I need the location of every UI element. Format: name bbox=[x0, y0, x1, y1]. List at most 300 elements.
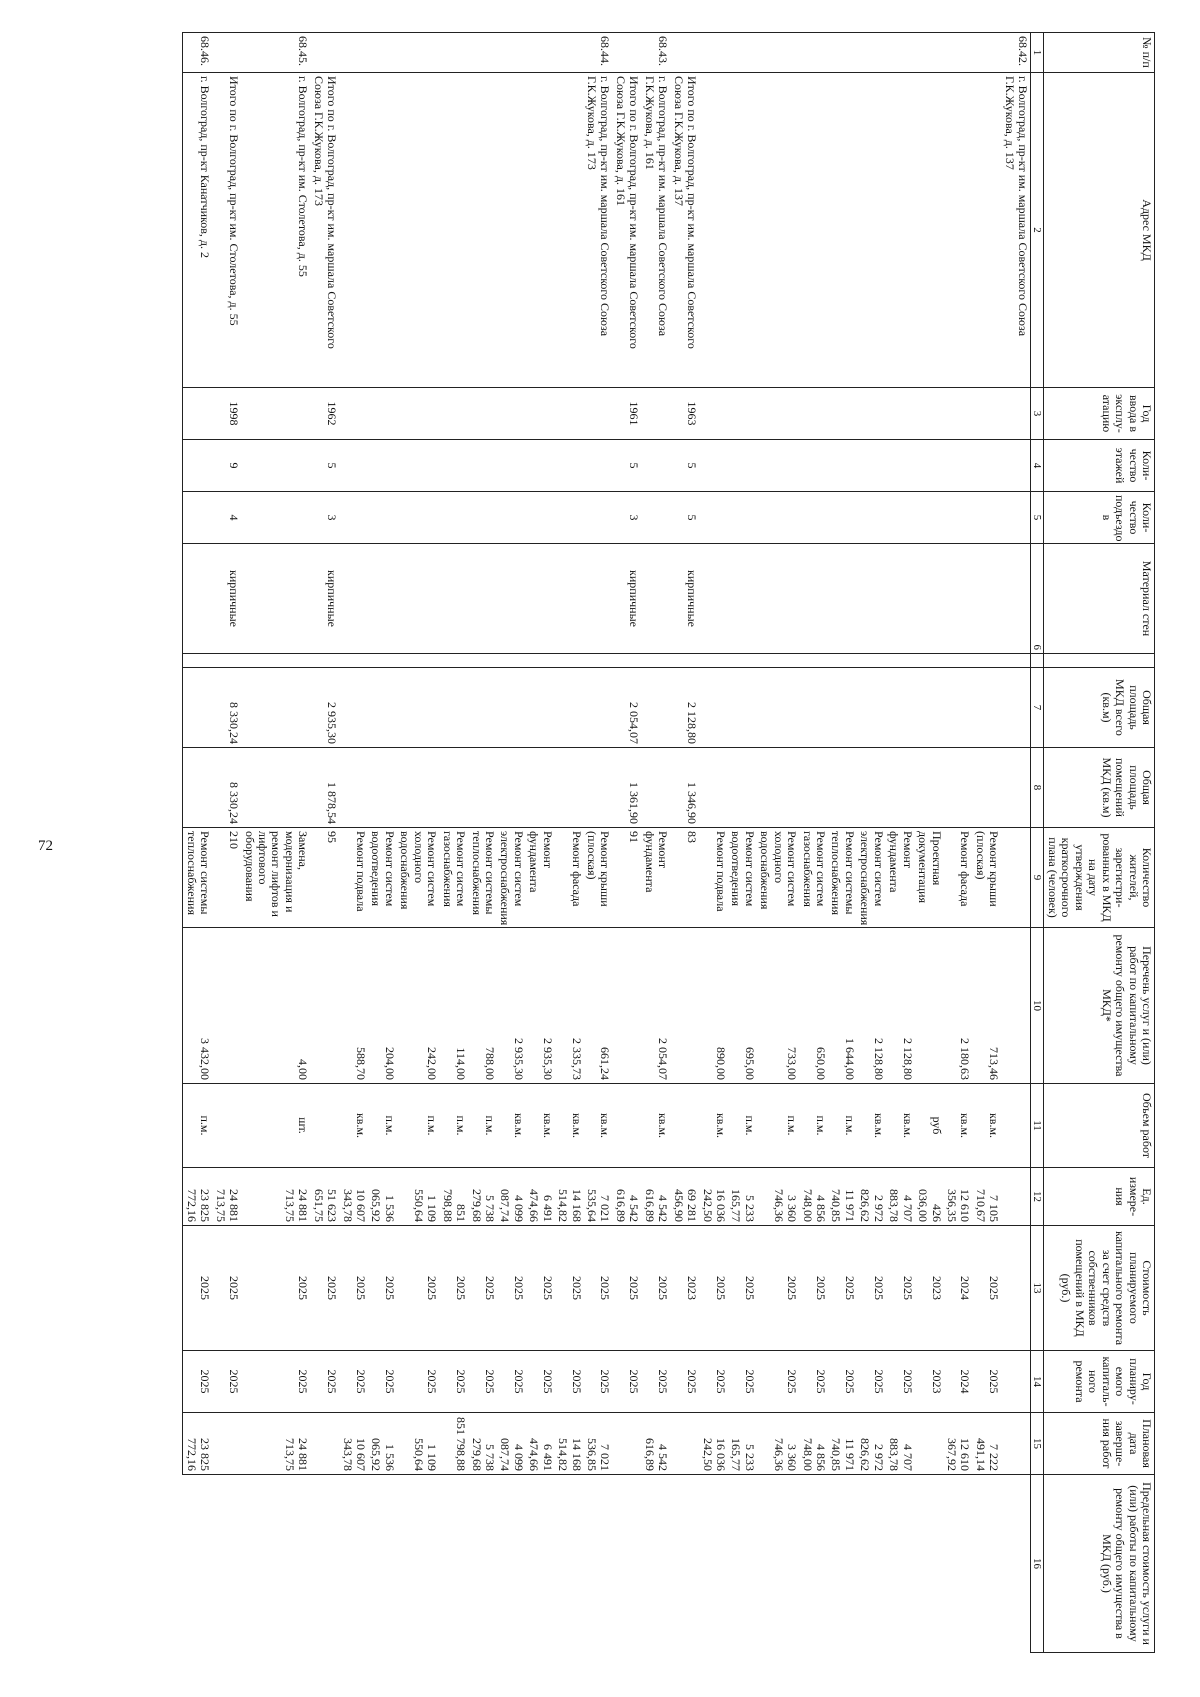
cell-c14: 2025 bbox=[468, 1226, 497, 1351]
cell-c11: 3 432,00 bbox=[183, 928, 212, 1084]
cell-c14: 2025 bbox=[757, 1226, 799, 1351]
cell-c2: Итого по г. Волгоград, пр-кт им. маршала Советского Союза Г.К.Жукова, д. 161 bbox=[613, 73, 642, 388]
cell-c11 bbox=[1001, 928, 1030, 1084]
cell-c5 bbox=[584, 492, 613, 544]
cell-c2 bbox=[944, 73, 973, 388]
cell-c11 bbox=[212, 928, 241, 1084]
cell-c2: г. Волгоград, пр-кт Канатчиков, д. 2 bbox=[183, 73, 212, 388]
cell-c5 bbox=[183, 492, 212, 544]
cell-c11: 4,00 bbox=[241, 928, 310, 1084]
table-row bbox=[757, 33, 799, 1653]
table-row bbox=[339, 33, 368, 1653]
cell-c5 bbox=[699, 492, 728, 544]
cell-c16 bbox=[915, 1413, 944, 1475]
cell-c15: 2025 bbox=[670, 1351, 699, 1413]
cell-c13: 4 099 087,74 bbox=[497, 1168, 526, 1226]
cell-c12: шт. bbox=[241, 1084, 310, 1168]
cell-c4: 5 bbox=[613, 440, 642, 492]
cell-c1 bbox=[339, 33, 368, 73]
cell-c7 bbox=[497, 654, 526, 668]
cell-c11 bbox=[310, 928, 339, 1084]
cell-c16: 4 099 087,74 bbox=[497, 1413, 526, 1475]
cell-c11 bbox=[915, 928, 944, 1084]
table-row bbox=[915, 33, 944, 1653]
cell-c16: 4 856 748,00 bbox=[799, 1413, 828, 1475]
cell-c15: 2025 bbox=[555, 1351, 584, 1413]
column-number: 5 bbox=[1031, 492, 1044, 544]
cell-c15: 2023 bbox=[915, 1351, 944, 1413]
cell-c9 bbox=[497, 748, 526, 828]
cell-c2 bbox=[397, 73, 439, 388]
cell-c7 bbox=[613, 654, 642, 668]
cell-c16: 7 021 536,85 bbox=[584, 1413, 613, 1475]
cell-c15 bbox=[1001, 1351, 1030, 1413]
cell-c16: 851 798,88 bbox=[439, 1413, 468, 1475]
cell-c12 bbox=[1001, 1084, 1030, 1168]
cell-c15: 2025 bbox=[468, 1351, 497, 1413]
cell-c2 bbox=[828, 73, 857, 388]
cell-c3 bbox=[828, 388, 857, 440]
cell-c3 bbox=[555, 388, 584, 440]
cell-c1 bbox=[368, 33, 397, 73]
cell-c5 bbox=[1001, 492, 1030, 544]
cell-c1 bbox=[670, 33, 699, 73]
cell-c10: Ремонт систем газоснабжения bbox=[799, 828, 828, 928]
cell-c3 bbox=[915, 388, 944, 440]
cell-c15: 2025 bbox=[728, 1351, 757, 1413]
cell-c4 bbox=[728, 440, 757, 492]
cell-c8 bbox=[526, 668, 555, 748]
cell-c7 bbox=[212, 654, 241, 668]
cell-c4 bbox=[526, 440, 555, 492]
cell-c7 bbox=[757, 654, 799, 668]
cell-c3: 1963 bbox=[670, 388, 699, 440]
cell-c8 bbox=[799, 668, 828, 748]
cell-c8 bbox=[828, 668, 857, 748]
cell-c3 bbox=[526, 388, 555, 440]
cell-c13 bbox=[1001, 1168, 1030, 1226]
cell-c3 bbox=[757, 388, 799, 440]
cell-c13: 24 881 713,75 bbox=[241, 1168, 310, 1226]
column-number: 3 bbox=[1031, 388, 1044, 440]
cell-c16: 5 233 165,77 bbox=[728, 1413, 757, 1475]
cell-c9: 1 346,90 bbox=[670, 748, 699, 828]
cell-c12: кв.м. bbox=[857, 1084, 886, 1168]
table-row bbox=[857, 33, 886, 1653]
cell-c16 bbox=[310, 1413, 339, 1475]
cell-c4 bbox=[497, 440, 526, 492]
table-row bbox=[368, 33, 397, 1653]
column-number: 7 bbox=[1031, 668, 1044, 748]
cell-c6 bbox=[397, 544, 439, 654]
cell-c10: Ремонт подвала bbox=[339, 828, 368, 928]
cell-c2 bbox=[757, 73, 799, 388]
cell-c4 bbox=[183, 440, 212, 492]
cell-c12: п.м. bbox=[397, 1084, 439, 1168]
column-header: Адрес МКД bbox=[1044, 73, 1155, 388]
cell-c10: Ремонт систем водоотведения bbox=[728, 828, 757, 928]
cell-c1 bbox=[757, 33, 799, 73]
cell-c9 bbox=[339, 748, 368, 828]
table-row bbox=[799, 33, 828, 1653]
cell-c14: 2025 bbox=[584, 1226, 613, 1351]
cell-c4 bbox=[641, 440, 670, 492]
cell-c4 bbox=[339, 440, 368, 492]
cell-c10: 210 bbox=[212, 828, 241, 928]
column-header: Перечень услуг и (или) работ по капитальному ремонту общего имущества МКД* bbox=[1044, 928, 1155, 1084]
table-row bbox=[439, 33, 468, 1653]
cell-c16: 6 491 474,66 bbox=[526, 1413, 555, 1475]
column-header: Плановая дата заверше- ния работ bbox=[1044, 1413, 1155, 1475]
cell-c1 bbox=[799, 33, 828, 73]
cell-c7 bbox=[468, 654, 497, 668]
cell-c10: Ремонт систем водоотведения bbox=[368, 828, 397, 928]
cell-c9 bbox=[828, 748, 857, 828]
cell-c8: 2 935,30 bbox=[310, 668, 339, 748]
cell-c16: 10 607 343,78 bbox=[339, 1413, 368, 1475]
cell-c3 bbox=[397, 388, 439, 440]
cell-c4 bbox=[944, 440, 973, 492]
cell-c16 bbox=[1001, 1413, 1030, 1475]
cell-c9 bbox=[368, 748, 397, 828]
cell-c2 bbox=[799, 73, 828, 388]
cell-c5 bbox=[972, 492, 1001, 544]
cell-c2 bbox=[439, 73, 468, 388]
cell-c6 bbox=[699, 544, 728, 654]
cell-c9 bbox=[241, 748, 310, 828]
cell-c10: Ремонт системы теплоснабжения bbox=[828, 828, 857, 928]
cell-c9 bbox=[944, 748, 973, 828]
cell-c1: 68.42. bbox=[1001, 33, 1030, 73]
cell-c5 bbox=[799, 492, 828, 544]
cell-c8 bbox=[944, 668, 973, 748]
cell-c14: 2025 bbox=[339, 1226, 368, 1351]
cell-c12: кв.м. bbox=[641, 1084, 670, 1168]
cell-c5 bbox=[641, 492, 670, 544]
cell-c16: 12 610 367,92 bbox=[944, 1413, 973, 1475]
column-number: 12 bbox=[1031, 1168, 1044, 1226]
cell-c8 bbox=[915, 668, 944, 748]
table-row bbox=[584, 33, 613, 1653]
cell-c6 bbox=[915, 544, 944, 654]
cell-c8 bbox=[468, 668, 497, 748]
cell-c14: 2024 bbox=[944, 1226, 973, 1351]
cell-c1 bbox=[212, 33, 241, 73]
cell-c2 bbox=[468, 73, 497, 388]
cell-c6 bbox=[944, 544, 973, 654]
table-header bbox=[1031, 33, 1155, 1653]
column-number: 1 bbox=[1031, 33, 1044, 73]
cell-c9: 1 361,90 bbox=[613, 748, 642, 828]
cell-c7 bbox=[728, 654, 757, 668]
cell-c4: 5 bbox=[310, 440, 339, 492]
cell-c7 bbox=[670, 654, 699, 668]
cell-c1 bbox=[310, 33, 339, 73]
cell-c5 bbox=[828, 492, 857, 544]
cell-c15: 2025 bbox=[584, 1351, 613, 1413]
cell-c9 bbox=[915, 748, 944, 828]
column-header: Год ввода в эксплу- атацию bbox=[1044, 388, 1155, 440]
cell-c11: 2 128,80 bbox=[886, 928, 915, 1084]
cell-c10: 95 bbox=[310, 828, 339, 928]
cell-c12: кв.м. bbox=[584, 1084, 613, 1168]
cell-c10: Ремонт фундамента bbox=[526, 828, 555, 928]
cell-c15: 2025 bbox=[212, 1351, 241, 1413]
cell-c10: Ремонт систем газоснабжения bbox=[439, 828, 468, 928]
cell-c11: 2 180,63 bbox=[944, 928, 973, 1084]
cell-c6 bbox=[183, 544, 212, 654]
cell-c2 bbox=[699, 73, 728, 388]
page-number: 72 bbox=[38, 838, 53, 854]
column-number: 16 bbox=[1031, 1475, 1044, 1653]
cell-c13: 7 021 535,64 bbox=[584, 1168, 613, 1226]
cell-c10: Ремонт систем холодного водоснабжения bbox=[397, 828, 439, 928]
cell-c1 bbox=[728, 33, 757, 73]
cell-c10: Ремонт фасада bbox=[555, 828, 584, 928]
cell-c8 bbox=[555, 668, 584, 748]
cell-c4 bbox=[828, 440, 857, 492]
cell-c11: 890,00 bbox=[699, 928, 728, 1084]
cell-c9 bbox=[728, 748, 757, 828]
cell-c8 bbox=[699, 668, 728, 748]
repair-plan-table bbox=[182, 32, 1155, 1653]
cell-c13: 3 360 746,36 bbox=[757, 1168, 799, 1226]
cell-c7 bbox=[915, 654, 944, 668]
table-row bbox=[212, 33, 241, 1653]
cell-c3 bbox=[972, 388, 1001, 440]
cell-c14 bbox=[1001, 1226, 1030, 1351]
cell-c15: 2025 bbox=[183, 1351, 212, 1413]
cell-c14: 2025 bbox=[526, 1226, 555, 1351]
cell-c6 bbox=[368, 544, 397, 654]
column-number: 2 bbox=[1031, 73, 1044, 388]
cell-c9 bbox=[468, 748, 497, 828]
cell-c1: 68.44. bbox=[584, 33, 613, 73]
cell-c16: 2 972 826,62 bbox=[857, 1413, 886, 1475]
cell-c8 bbox=[339, 668, 368, 748]
cell-c1: 68.46. bbox=[183, 33, 212, 73]
table-row bbox=[828, 33, 857, 1653]
cell-c15: 2025 bbox=[886, 1351, 915, 1413]
cell-c16: 7 222 491,14 bbox=[972, 1413, 1001, 1475]
cell-c7 bbox=[641, 654, 670, 668]
cell-c7 bbox=[368, 654, 397, 668]
cell-c4 bbox=[699, 440, 728, 492]
cell-c13: 24 881 713,75 bbox=[212, 1168, 241, 1226]
column-number bbox=[1031, 654, 1044, 668]
cell-c6 bbox=[641, 544, 670, 654]
cell-c6 bbox=[857, 544, 886, 654]
cell-c7 bbox=[1001, 654, 1030, 668]
cell-c14: 2025 bbox=[641, 1226, 670, 1351]
cell-c3 bbox=[183, 388, 212, 440]
cell-c16: 24 881 713,75 bbox=[241, 1413, 310, 1475]
cell-c5 bbox=[944, 492, 973, 544]
cell-c16: 5 738 279,68 bbox=[468, 1413, 497, 1475]
cell-c12: п.м. bbox=[183, 1084, 212, 1168]
column-number: 6 bbox=[1031, 544, 1044, 654]
cell-c16: 11 971 740,85 bbox=[828, 1413, 857, 1475]
cell-c5 bbox=[439, 492, 468, 544]
cell-c2: Итого по г. Волгоград, пр-кт им. маршала Советского Союза Г.К.Жукова, д. 173 bbox=[310, 73, 339, 388]
cell-c14: 2025 bbox=[497, 1226, 526, 1351]
cell-c13: 4 856 748,00 bbox=[799, 1168, 828, 1226]
cell-c13: 69 281 456,90 bbox=[670, 1168, 699, 1226]
cell-c15: 2025 bbox=[699, 1351, 728, 1413]
cell-c12 bbox=[613, 1084, 642, 1168]
cell-c6 bbox=[468, 544, 497, 654]
cell-c13: 23 825 772,16 bbox=[183, 1168, 212, 1226]
cell-c5 bbox=[368, 492, 397, 544]
cell-c14: 2025 bbox=[699, 1226, 728, 1351]
table-row bbox=[183, 33, 212, 1653]
cell-c2 bbox=[857, 73, 886, 388]
cell-c2 bbox=[497, 73, 526, 388]
cell-c2 bbox=[555, 73, 584, 388]
cell-c14: 2025 bbox=[368, 1226, 397, 1351]
cell-c16 bbox=[212, 1413, 241, 1475]
cell-c2: г. Волгоград, пр-кт им. маршала Советского Союза Г.К.Жукова, д. 137 bbox=[1001, 73, 1030, 388]
cell-c4 bbox=[241, 440, 310, 492]
cell-c3 bbox=[857, 388, 886, 440]
cell-c13: 12 610 356,35 bbox=[944, 1168, 973, 1226]
column-number-row bbox=[1031, 33, 1044, 1653]
cell-c5 bbox=[397, 492, 439, 544]
cell-c2: г. Волгоград, пр-кт им. маршала Советского Союза Г.К.Жукова, д. 173 bbox=[584, 73, 613, 388]
column-number: 10 bbox=[1031, 928, 1044, 1084]
cell-c6 bbox=[526, 544, 555, 654]
cell-c10: 91 bbox=[613, 828, 642, 928]
cell-c4: 9 bbox=[212, 440, 241, 492]
cell-c16: 1 536 065,92 bbox=[368, 1413, 397, 1475]
table-row bbox=[526, 33, 555, 1653]
cell-c2 bbox=[972, 73, 1001, 388]
cell-c9 bbox=[857, 748, 886, 828]
cell-c15: 2025 bbox=[397, 1351, 439, 1413]
cell-c12: кв.м. bbox=[497, 1084, 526, 1168]
cell-c16 bbox=[670, 1413, 699, 1475]
cell-c8 bbox=[886, 668, 915, 748]
table-row bbox=[728, 33, 757, 1653]
column-header: Стоимость планируемого капитального ремонта за счет средств собственников помещений в МКД (руб.) bbox=[1044, 1226, 1155, 1351]
cell-c11: 650,00 bbox=[799, 928, 828, 1084]
cell-c16: 3 360 746,36 bbox=[757, 1413, 799, 1475]
cell-c5 bbox=[915, 492, 944, 544]
cell-c9: 8 330,24 bbox=[212, 748, 241, 828]
cell-c13: 426 036,00 bbox=[915, 1168, 944, 1226]
cell-c6 bbox=[972, 544, 1001, 654]
column-header: Общая площадь помещений МКД (кв.м) bbox=[1044, 748, 1155, 828]
cell-c10: Ремонт систем электроснабжения bbox=[857, 828, 886, 928]
cell-c8 bbox=[857, 668, 886, 748]
cell-c15: 2025 bbox=[497, 1351, 526, 1413]
cell-c3 bbox=[728, 388, 757, 440]
cell-c4 bbox=[799, 440, 828, 492]
cell-c7 bbox=[799, 654, 828, 668]
cell-c14: 2025 bbox=[439, 1226, 468, 1351]
cell-c3 bbox=[944, 388, 973, 440]
cell-c1 bbox=[613, 33, 642, 73]
cell-c4 bbox=[468, 440, 497, 492]
cell-c8: 2 054,07 bbox=[613, 668, 642, 748]
cell-c5 bbox=[555, 492, 584, 544]
cell-c1 bbox=[972, 33, 1001, 73]
cell-c12: п.м. bbox=[439, 1084, 468, 1168]
cell-c8 bbox=[397, 668, 439, 748]
cell-c12: п.м. bbox=[799, 1084, 828, 1168]
cell-c8 bbox=[368, 668, 397, 748]
cell-c7 bbox=[857, 654, 886, 668]
cell-c3 bbox=[241, 388, 310, 440]
cell-c15: 2025 bbox=[641, 1351, 670, 1413]
cell-c6 bbox=[799, 544, 828, 654]
cell-c15: 2025 bbox=[439, 1351, 468, 1413]
cell-c6: кирпичные bbox=[613, 544, 642, 654]
cell-c16: 4 707 883,78 bbox=[886, 1413, 915, 1475]
cell-c3 bbox=[1001, 388, 1030, 440]
cell-c15: 2025 bbox=[310, 1351, 339, 1413]
cell-c2 bbox=[886, 73, 915, 388]
cell-c11: 242,00 bbox=[397, 928, 439, 1084]
cell-c5: 3 bbox=[310, 492, 339, 544]
cell-c3: 1961 bbox=[613, 388, 642, 440]
cell-c13: 11 971 740,85 bbox=[828, 1168, 857, 1226]
cell-c7 bbox=[397, 654, 439, 668]
cell-c10: Ремонт крыши (плоская) bbox=[584, 828, 613, 928]
cell-c11: 114,00 bbox=[439, 928, 468, 1084]
cell-c14: 2025 bbox=[728, 1226, 757, 1351]
column-number: 14 bbox=[1031, 1351, 1044, 1413]
cell-c7 bbox=[310, 654, 339, 668]
cell-c1 bbox=[944, 33, 973, 73]
cell-c13: 51 623 651,75 bbox=[310, 1168, 339, 1226]
cell-c15: 2025 bbox=[857, 1351, 886, 1413]
cell-c8 bbox=[641, 668, 670, 748]
column-number: 4 bbox=[1031, 440, 1044, 492]
cell-c1 bbox=[468, 33, 497, 73]
cell-c1 bbox=[526, 33, 555, 73]
cell-c6 bbox=[497, 544, 526, 654]
cell-c14: 2025 bbox=[972, 1226, 1001, 1351]
cell-c5 bbox=[886, 492, 915, 544]
cell-c5 bbox=[468, 492, 497, 544]
cell-c13: 1 109 550,64 bbox=[397, 1168, 439, 1226]
table-row bbox=[497, 33, 526, 1653]
cell-c7 bbox=[828, 654, 857, 668]
cell-c3 bbox=[439, 388, 468, 440]
column-header: Количество жителей, зарегистри- рованных в МКД на дату утверждения краткосрочного плана (человек) bbox=[1044, 828, 1155, 928]
cell-c9 bbox=[584, 748, 613, 828]
cell-c16: 14 168 514,82 bbox=[555, 1413, 584, 1475]
cell-c13: 851 798,88 bbox=[439, 1168, 468, 1226]
cell-c5 bbox=[241, 492, 310, 544]
cell-c12: кв.м. bbox=[555, 1084, 584, 1168]
cell-c7 bbox=[972, 654, 1001, 668]
cell-c12: п.м. bbox=[828, 1084, 857, 1168]
cell-c14: 2025 bbox=[555, 1226, 584, 1351]
cell-c11 bbox=[670, 928, 699, 1084]
cell-c10: Ремонт фундамента bbox=[641, 828, 670, 928]
cell-c12: п.м. bbox=[757, 1084, 799, 1168]
cell-c3 bbox=[497, 388, 526, 440]
cell-c12: кв.м. bbox=[972, 1084, 1001, 1168]
cell-c8: 8 330,24 bbox=[212, 668, 241, 748]
cell-c15: 2025 bbox=[972, 1351, 1001, 1413]
cell-c13: 4 707 883,78 bbox=[886, 1168, 915, 1226]
cell-c3 bbox=[368, 388, 397, 440]
cell-c1 bbox=[397, 33, 439, 73]
cell-c6 bbox=[757, 544, 799, 654]
